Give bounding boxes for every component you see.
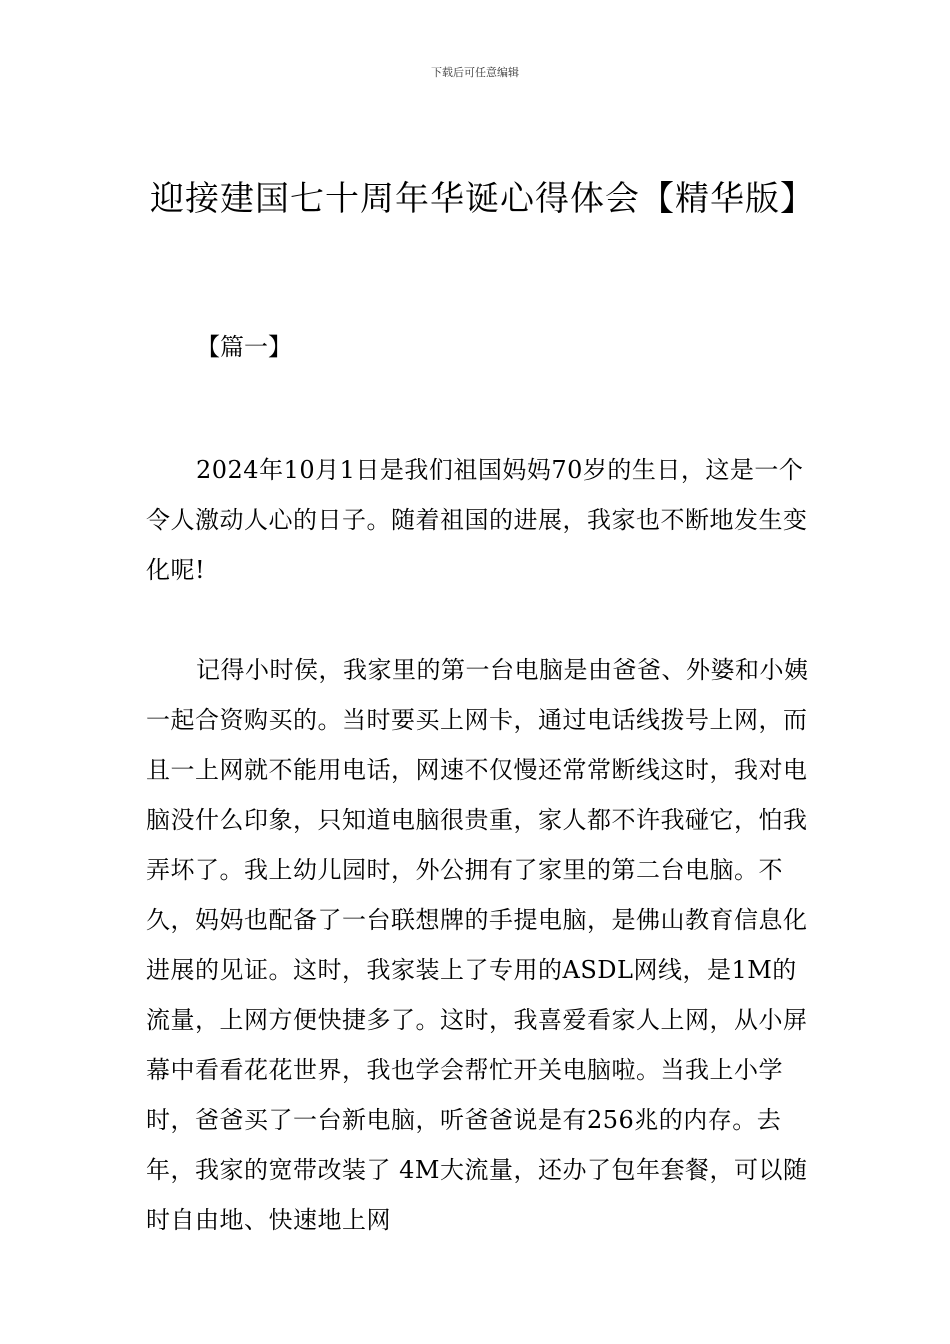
section-label: 【篇一】 — [196, 333, 292, 361]
header-note: 下载后可任意编辑 — [431, 66, 519, 79]
document-title: 迎接建国七十周年华诞心得体会【精华版】 — [150, 179, 815, 219]
paragraph-1: 2024年10月1日是我们祖国妈妈70岁的生日，这是一个令人激动人心的日子。随着祖国的进展，我家也不断地发生变化呢! — [146, 456, 808, 584]
paragraph-2: 记得小时侯，我家里的第一台电脑是由爸爸、外婆和小姨一起合资购买的。当时要买上网卡，通过电话线拨号上网，而且一上网就不能用电话，网速不仅慢还常常断线这时，我对电脑没什么印象，只知道电脑很贵重，家人都不许我碰它，怕我弄坏了。我上幼儿园时，外公拥有了家里的第二台电脑。不久，妈妈也配备了一台联想牌的手提电脑，是佛山教育信息化进展的见证。这时，我家装上了专用的ASDL网线，是1M的流量，上网方便快捷多了。这时，我喜爱看家人上网，从小屏幕中看看花花世界，我也学会帮忙开关电脑啦。当我上小学时，爸爸买了一台新电脑，听爸爸说是有256兆的内存。去年，我家的宽带改装了 4M大流量，还办了包年套餐，可以随时自由地、快速地上网 — [146, 656, 809, 1234]
